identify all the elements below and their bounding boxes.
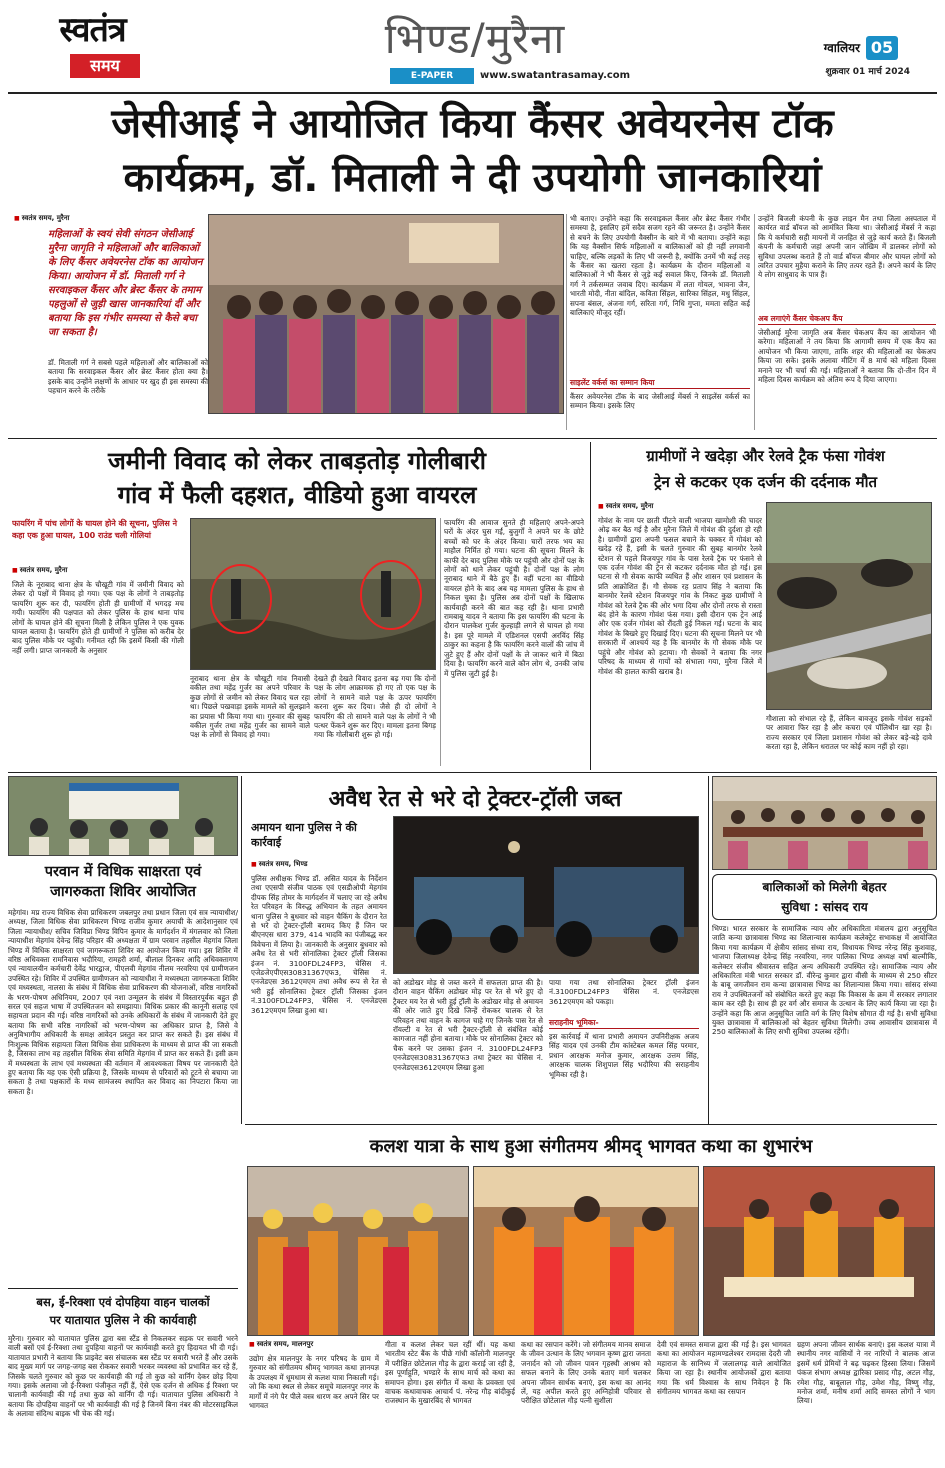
col-divider [754, 214, 755, 430]
photo-caption-2: देखते ही देखते विवाद इतना बढ़ गया कि दोनों पक्ष के लोग आक्रामक हो गए तो एक पक्ष के लोगों ने सामने वाले पक्ष के ऊपर फायरिंग करना शुरू कर दिया। जैसे ही दो लोगों ने फायरिंग की तो सामने वाले पक्ष के लोगों ने भी पत्थर फेंकने शुरू कर दिए। मामला इतना बिगड़ गया कि गोलीबारी शुरू हो गई। [314, 674, 436, 740]
body-right-2: जेसीआई मुरैना जागृति अब कैंसर चेकअप कैंप का आयोजन भी करेगा। महिलाओं ने तय किया कि आगामी समय में एक कैंप का आयोजन भी किया जाएगा, ताकि शहर की महिलाओं का चेकअप किया जा सके। इसके अलावा मीटिंग में 8 मार्च को महिला दिवस मनाने पर भी चर्चा की गई। महिलाओं ने बताया कि दो-तीन दिन में महिला दिवस कार्यक्रम को अंतिम रूप दे दिया जाएगा। [758, 328, 936, 385]
sub-headline-line-1: बस, ई-रिक्शा एवं दोपहिया वाहन चालकों [36, 1295, 210, 1309]
headline-line-2: जागरुकता शिविर आयोजित [50, 884, 196, 900]
subhead-appreciation: सराहनीय भूमिका- [549, 1018, 699, 1029]
headline-line-1: जमीनी विवाद को लेकर ताबड़तोड़ गोलीबारी [107, 447, 487, 475]
hostel-meeting-photo [712, 776, 937, 870]
body-col-2: को अडोखर मोड़ से जब्त करने में सफलता प्राप्त की है। दौरान वाहन चैकिंग अडोखर मोड़ पर रेत से भरे हुए दो ट्रैक्टर मय रेत से भरी हुई ट्रॉली के अडोखर मोड़ से अमायन की ओर जाते हुए दिखे जिन्हें रोककर चालक से रेत परिवहन तथा वाहन के कागज चाहे गए जिनके पास रेत से रॉयल्टी व रेत से भरी ट्रैक्टर-ट्रॉली से संबंधित कोई कागजात नहीं होना बताया। मौके पर सोनालिका ट्रेक्टर को चैक करने पर उसका इंजन नं. 3100FDL24FP3 एनजेडएस30831367एफ3 तथा ट्रेक्टर का चेसिस नं. एनजेडएस3612एमएम लिखा हुआ [393, 978, 543, 1072]
procession-photo-1-image [248, 1167, 469, 1336]
story-legal-camp [8, 776, 238, 1456]
headline-box [712, 874, 937, 920]
sub-body: मुरैना। गुरुवार को यातायात पुलिस द्वारा बस स्टैंड से निकलकर सड़क पर सवारी भरने वाली बसों एवं ई-रिक्शा तथा दुपहिया वाहनों पर कार्यवाही करते हुए हिदायत भी दी गई। यातायात प्रभारी ने बताया कि प्राइवेट बस संचालक बस स्टैंड पर सवारी भरते हैं और उसके बाद मुख्य मार्ग पर जगह-जगह बस रोककर सवारी भरकर व्यवस्था को प्रभावित कर रहे हैं, जिसके चलते गुरुवार को कुछ पर कार्यवाही की गई तो कुछ को वार्निंग देकर छोड़ दिया गया। इसके अलावा जो ई-रिक्शा पंजीकृत नहीं हैं, ऐसे एक दर्जन से अधिक ई रिक्शा पर चालानी कार्यवाही की गई तथा कुछ को वार्निंग दी गई। यातायात पुलिस अधिकारी ने बताया कि दोपहिया वाहनों पर भी कार्यवाही की गई है जिनमें बिना नंबर की मोटरसाइकिल के अलावा संदिग्ध बाइक भी चेक की गई। [8, 1334, 238, 1419]
section-divider [241, 776, 242, 1124]
headline-line-2: गांव में फैली दहशत, वीडियो हुआ वायरल [117, 481, 477, 509]
katha-stage-photo-image [704, 1167, 935, 1336]
byline: ■ स्वतंत्र समय, मुरैना [598, 502, 758, 511]
logo-bottom-text: समय [70, 54, 140, 78]
headline-line-1: ग्रामीणों ने खदेड़ा और रेलवे ट्रैक फंसा गोवंश [646, 447, 885, 465]
body-left: जिले के नूराबाद थाना क्षेत्र के चौखूटी गांव में जमीनी विवाद को लेकर दो पक्षों में विवाद हो गया। एक पक्ष के लोगों ने ताबड़तोड़ फायरिंग शुरू कर दी, फायरिंग होती ही ग्रामीणों में भगदड़ मच गयी। फायरिंग की पक्षपात को लेकर पुलिस के हाथ थाना पांच लोगों के घायल होने की सूचना मिली है लेकिन पुलिस ने एक युवक घायल बताया है। फायरिंग होते ही ग्रामीणों ने पुलिस को करीब देर बाद पुलिस मौके पर पहुंची। गनीमत रही कि इसमें किसी की गोली नहीं लगी। प्राप्त जानकारी के अनुसार [12, 580, 184, 655]
edition-title: भिण्ड/मुरैना [384, 14, 566, 63]
col-divider [440, 518, 441, 766]
cctv-photo-image [191, 519, 436, 670]
masthead-rule [8, 92, 937, 94]
epaper-badge: E-PAPER [390, 68, 474, 84]
photo-caption: नूराबाद थाना क्षेत्र के चौखूटी गांव निवासी वकील तथा महेंद्र गुर्जर का अपने परिवार के कुछ लोगों से जमीन को लेकर विवाद चल रहा था। पिछले पखवाड़ा इसके मामले को सुलझाने का प्रयास भी किया गया था। गुरुवार की सुबह वकील गुर्जर तथा महेंद्र गुर्जर का सामने वाले पक्ष के लोगों से विवाद हो गया। [190, 674, 310, 740]
body-mid: भी बताए। उन्होंने कहा कि सरवाइकल कैंसर और ब्रेस्ट कैंसर गंभीर समस्या है, इसलिए हमें सदैव सजग रहने की जरूरत है। उन्होंने कैंसर से बचने के लिए उपयोगी वैक्सीन के बारे में भी बताया। उन्होंने कहा कि यह वैक्सीन सिर्फ महिलाओं व बालिकाओं को ही नहीं लगवानी चाहिए, बल्कि लड़कों के लिए भी जरूरी है, क्योंकि उनमें भी कई तरह के कैंसर का खतरा रहता है। कार्यक्रम के दौरान महिलाओं व बालिकाओं ने भी कैंसर से जुड़े कई सवाल किए, जिनके डॉ. मिताली गर्ग ने तर्कसम्मत जवाब दिए। कार्यक्रम में लता गोयल, भावना जैन, भारती मोदी, नीता बांदिल, कविता सिंहल, सारिका सिंहल, मधु सिंहल, सपना बंसल, अंजना गर्ग, सरिता गर्ग, निधि गुप्ता, ममता सहित कई बालिकाएं मौजूद रहीं। [570, 214, 750, 318]
headline-line-1: परवान में विधिक साक्षरता एवं [44, 864, 202, 880]
byline: ■ स्वतंत्र समय, भिण्ड [251, 860, 387, 869]
photo-caption: गौशाला को संभाल रहे हैं, लेकिन बावजूद इसके गोवंश सड़कों पर आवारा फिर रहा है और कचरा एवं पॉलिथीन खा रहा है। राज्य सरकार एवं जिला प्रशासन गोवंश को लेकर बड़े-बड़े दावे करता रहा है, लेकिन धरातल पर कोई काम नहीं हो रहा। [766, 714, 932, 752]
story-girls-hostel [712, 776, 937, 1122]
page-number: 05 [866, 36, 898, 60]
story-cattle-train [594, 440, 937, 770]
procession-photo-2 [473, 1166, 699, 1336]
story-cancer-awareness [8, 96, 937, 436]
issue-date: शुक्रवार 01 मार्च 2024 [825, 67, 910, 77]
body: महेगांव। मप्र राज्य विधिक सेवा प्राधिकरण जबलपुर तथा प्रधान जिला एवं सत्र न्यायाधीश/अध्यक्ष, जिला विधिक सेवा प्राधिकरण भिण्ड राजीव कुमार अयाची के आदेशानुसार एवं जिला न्यायाधीश/ सचिव जिविप्रा भिण्ड विपिन कुमार के मार्गदर्शन में मंगलवार को जिला न्यायाधीश मेहगांव देवेन्द्र सिंह परिहार की अध्यक्षता में ग्राम परवान तहसील मेहगांव जिला भिण्ड में विधिक साक्षरता एवं जागरूकता शिविर का आयोजन किया गया। इस शिविर में वरिष्ठ अधिवक्ता रामनिवास भदौरिया, रामहरी शर्मा, बीलाल दिनकर आदि अधिवक्तागण एवं न्यायालयीन कर्मचारी देवेंद्र भारद्वाज, पीएलवी मेहगांव नीलम नरवरिया एवं ग्रामीणजन उपस्थित रहे। शिविर में उपस्थित ग्रामीणजन को न्यायाधीश ने मध्यस्थता जागरूकता शिविर एवं मध्यस्थता, नालसा के संबंध में विधिक सेवा प्राधिकरण की योजनाओं, वरिष्ठ नागरिकों के भरण-पोषण अधिनियम, 2007 एवं नशा उन्मूलन के संबंध में विस्तारपूर्वक बहुत ही सरल एवं सहज भाषा में उपस्थितजन को समझाया। विधिक प्रकार की कानूनी सलाह एवं सहायता प्रदान की गई। वरिष्ठ नागरिकों को उनके अधिकारों के संबंध में जानकारी देते हुए बताया कि सभी वरिष्ठ नागरिकों को भरण-पोषण का अधिकार प्राप्त है, जिसे वे अनुविभागीय अधिकारी के समक्ष आवेदन प्रस्तुत कर प्राप्त कर सकते हैं। इस संबंध में निःशुल्क विधिक सहायता जिला विधिक सेवा प्राधिकरण के माध्यम से प्राप्त की जा सकती है, जिसका लाभ वह तहसील विधिक सेवा समिति मेहगांव में प्राप्त कर सकते हैं। इसी क्रम में मध्यस्थता के लाभ एवं मध्यस्थता की वर्तमान में आवश्यकता विषय पर जानकारी देते हुए बताया कि यह एक ऐसी प्रक्रिया है, जिसके माध्यम से परिवारों को टूटने से बचाया जा सकता है तथा पक्षकारों के मध्य सामंजस्य स्थापित कर विवाद का निपटारा किया जा सकता है। [8, 908, 238, 1096]
section-rule [245, 1124, 937, 1125]
story-land-dispute [8, 440, 586, 770]
body: भिण्ड। भारत सरकार के सामाजिक न्याय और अधिकारिता मंत्रालय द्वारा अनुसूचित जाति कन्या छात्रावास भिण्ड का शिलान्यास कार्यक्रम कलेक्ट्रेट सभाकक्ष में आयोजित किया गया कार्यक्रम में क्षेत्रीय सांसद संध्या राय, विधायक भिण्ड नरेन्द्र सिंह कुशवाह, भाजपा जिलाध्यक्ष देवेन्द्र सिंह नरवरिया, नगर पालिका भिण्ड अध्यक्ष वर्षा बाल्मीकि, कलेक्टर संजीव श्रीवास्तव सहित अन्य अधिकारी उपस्थित रहे। सामाजिक न्याय और अधिकारिता मंत्री भारत सरकार डॉ. वीरेन्द्र कुमार द्वारा वीसी के माध्यम से 250 सीटर के बाबू जगजीवन राम कन्या छात्रावास भिण्ड का शिलान्यास किया गया। सांसद संध्या राय ने उपस्थितजनों को संबोधित करते हुए कहा कि विकास के क्रम में सरकार लगातार काम कर रही है। साथ ही हर वर्ग और समाज के उत्थान के लिए कार्य किया जा रहा है। उन्होंने कहा कि आज अनुसूचित जाति वर्ग के लिए विशेष सौगात दी गई है। सभी सुविधा युक्त छात्रावास में बालिकाओं को बेहतर सुविधा मिलेगी। उच्च आवासीय छात्रावास में 250 बालिकाओं के लिए सभी सुविधा उपलब्ध रहेंगी। [712, 924, 937, 1037]
body-left: डॉ. मिताली गर्ग ने सबसे पहले महिलाओं और बालिकाओं को बताया कि सरवाइकल कैंसर और ब्रेस्ट कैंसर होता क्या है। इसके बाद उन्होंने लक्षणों के आधार पर खुद ही इस समस्या की पहचान करने के तरीके [48, 358, 208, 396]
sub-headline-line-2: पर यातायात पुलिस ने की कार्यवाही [49, 1313, 197, 1327]
logo-top-text: स्वतंत्र [59, 10, 126, 50]
headline-line-2: कार्यक्रम, डॉ. मिताली ने दी उपयोगी जानकारियां [123, 155, 822, 201]
section-rule [8, 772, 937, 773]
cctv-photo [190, 518, 436, 670]
section-rule [8, 438, 937, 439]
body-col-1: उद्योग क्षेत्र मालनपुर के नगर परिषद के ग्राम में गुरुवार को संगीतमय श्रीमद् भागवत कथा ज्ञानयज्ञ के उपलक्ष्य में धूमधाम से कलश यात्रा निकाली गई। जो कि कथा स्थल से लेकर समूचे मालनपुर नगर के मार्गों में नंगे पैर पीले वस्त्र धारण कर अपने सिर पर भागवत [249, 1354, 379, 1411]
body: गोवंश के नाम पर छाती पीटने वाली भाजपा खामोशी की चादर ओढ़ कर बैठ गई है और मुरैना जिले में गोवंश की दुर्दशा हो रही है। ग्रामीणों द्वारा अपनी फसल बचाने के चक्कर में गोवंश को खदेड़ रहे हैं, इसी के चलते गुरुवार की सुबह बानमोर रेलवे स्टेशन से पहले विजयपुर गांव के पास रेलवे ट्रैक पर फंसने से एक दर्जन गोवंश की ट्रेन से कटकर दर्दनाक मौत हो गई। इस घटना से गौ सेवक काफी व्यथित हैं और शासन एवं प्रशासन के प्रति आक्रोशित हैं। गौ सेवक रह प्रताप सिंह ने बताया कि बानमोर रेलवे स्टेशन विजयपुर गांव के निकट कुछ ग्रामीणों ने गोवंश को रेलवे ट्रैक की ओर भगा दिया और दोनों तरफ से रास्ता बंद होने के कारण गोवंश फंस गया। इसी दौरान एक ट्रेन आई और एक दर्जन गोवंश को रौंदती हुई निकल गई। घटना के बाद गोवंश के बिखरे हुए दिखाई दिए। घटना की सूचना मिलने पर भी सरकारी में आश्चर्य यह है कि बानमोर के गौ सेवक मौके पर पहुंचे और गोवंश को हटाया। गौ सेवकों ने बताया कि नगर परिषद के माध्यम से गायों को संभाला गया, मुरैना जिले में गोवंश की हालत काफी खराब है। [598, 516, 762, 676]
story-bhagwat-katha [245, 1126, 937, 1460]
body-col-4: इस कार्रवाई में थाना प्रभारी अमायन उपनिरीक्षक अजय सिंह यादव एवं उनकी टीम कांस्टेबल कमल सिंह परमार, प्रधान आरक्षक मनोज कुमार, आरक्षक उत्तम सिंह, आरक्षक चालक शिशुपाल सिंह भदौरिया की सराहनीय भूमिका रही है। [549, 1032, 699, 1079]
body-col-3: पाया गया तथा सोनालिका ट्रेक्टर ट्रॉली इंजन नं.3100FDL24FP3 चेसिस नं. एनजेडएस 3612एमएम को पकड़ा। [549, 978, 699, 1006]
headline-line-1: बालिकाओं को मिलेगी बेहतर [762, 880, 887, 894]
legal-camp-photo [8, 776, 238, 856]
logo [30, 10, 155, 80]
byline: ■ स्वतंत्र समय, मुरैना [12, 566, 184, 575]
deck: अमायन थाना पुलिस ने की कार्रवाई [251, 821, 357, 849]
city-label: ग्वालियर [823, 41, 860, 55]
body-col-2: गीता व कलश लेकर चल रहीं थीं। यह कथा भारतीय स्टेट बैंक के पीछे गांधी कॉलोनी मालनपुर में परीक्षित छोटेलाल गौड़ के द्वारा कराई जा रही है, इस पूर्णाहुति, भण्डारे के साथ मार्च को कथा का समापन होगा। इस संगीत में कथा के प्रवक्ता एवं वाचक कथावाचक आचार्य पं. नरेन्द्र गौड़ बांदीकुई राजस्थान के मुखारबिंद से भागवत [385, 1340, 515, 1406]
section-divider [708, 776, 709, 1124]
procession-photo-2-image [474, 1167, 699, 1336]
masthead [0, 0, 945, 92]
byline: ■ स्वतंत्र समय, मालनपुर [249, 1340, 379, 1349]
legal-camp-photo-image [9, 777, 238, 856]
subhead-checkup-camp: अब लगाएंगे कैंसर चेकअप कैंप [758, 314, 936, 325]
headline: अवैध रेत से भरे दो ट्रेक्टर-ट्रॉली जब्त [328, 787, 622, 812]
procession-photo-1 [247, 1166, 469, 1336]
tractors-photo-image [394, 817, 699, 974]
headline-line-1: जेसीआई ने आयोजित किया कैंसर अवेयरनेस टॉक [111, 101, 834, 147]
website-url[interactable]: www.swatantrasamay.com [480, 70, 631, 81]
headline: कलश यात्रा के साथ हुआ संगीतमय श्रीमद् भागवत कथा का शुभारंभ [369, 1136, 813, 1157]
body-mid-2: कैंसर अवेयरनेस टॉक के बाद जेसीआई मेंबर्स ने साइलेंस वर्कर्स का सम्मान किया। इसके लिए [570, 392, 750, 411]
body-col-3: कथा का रसपान करेंगे। जो संगीतमय मानव समाज के जीवन उत्थान के लिए भगवान कृष्ण द्वारा जनता जनार्दन को जो जीवन पावन गृहस्थी आश्रम को सफल बनाने के लिए उनके बताए मार्ग चलकर अपना जीवन सार्थक बनाएं, इस कथा का आनंद लें, यह अपील करते हुए अग्निहोत्री परिवार से परीक्षित छोटेलाल गौड़ पत्नी सुशीला [521, 1340, 651, 1406]
subhead-silent-workers: साइलेंट वर्कर्स का सम्मान किया [570, 378, 750, 389]
deck: फायरिंग में पांच लोगों के घायल होने की सूचना, पुलिस ने कहा एक हुआ घायल, 100 राउंड चली गोलियां [12, 519, 178, 540]
body-col-4: देवी एवं समस्त समाज द्वारा की गई है। इस भागवत कथा का आयोजन महामण्डलेश्वर रामदास देदरी जी महाराज के सानिध्य में जलालगढ़ वाले आयोजित किया जा रहा है। स्थानीय आयोजकों द्वारा बताया गया कि धर्म विश्वास के साथ निवेदन है कि संगीतमय भागवत कथा का रसपान [657, 1340, 791, 1397]
headline-line-2: ट्रेन से कटकर एक दर्जन की दर्दनाक मौत [653, 473, 878, 491]
body-right: उन्होंने बिजली कंपनी के कुछ लाइन मैन तथा जिला अस्पताल में कार्यरत वार्ड बॉयज को आमंत्रित किया था। जेसीआई मेंबर्स ने कहा कि ये कर्मचारी सही मायनों में जनहित से जुड़े कार्य करते हैं। बिजली कंपनी के कर्मचारी जहां अपनी जान जोखिम में डालकर लोगों को सुविधा उपलब्ध कराते हैं तो वार्ड बॉयज बीमार और घायल लोगों को त्वरित उपचार मुहैया कराने के लिए तत्पर रहते हैं। अपने कार्य के लिए ये लोग साधुवाद के पात्र हैं। [758, 214, 936, 280]
body-col-5: ग्रहण अपना जीवन सार्थक बनाएं। इस कलश यात्रा में स्थानीय नगर वासियों ने नर नारियों ने बालक आज इसमें धर्म प्रेमियों ने बढ़ चढ़कर हिस्सा लिया। जिसमें पंकज संभाग अध्यक्ष द्वारिका प्रसाद गौड़, अटल गौड़, रमेश गौड़, बाबूलाल गौड़, उमेश गौड़, विष्णु गौड़, मनोज शर्मा, मनीष शर्मा आदि समस्त लोगों ने भाग लिया। [797, 1340, 935, 1406]
intro-deck: महिलाओं के स्वयं सेवी संगठन जेसीआई मुरैना जागृति ने महिलाओं और बालिकाओं के लिए कैंसर अवेयरनेस टॉक का आयोजन किया। आयोजन में डॉ. मिताली गर्ग ने सरवाइकल कैंसर और ब्रेस्ट कैंसर के तमाम पहलुओं से जुड़ी खास जानकारियां दीं और बताया कि इस गंभीर समस्या से कैसे बचा जा सकता है। [48, 229, 203, 338]
story-sand-tractors [245, 776, 705, 1122]
hostel-meeting-photo-image [713, 777, 937, 870]
byline: ■ स्वतंत्र समय, मुरैना [14, 214, 204, 223]
tractors-photo [393, 816, 699, 974]
col-divider [566, 214, 567, 430]
body-col-1: पुलिस अधीक्षक भिण्ड डॉ. असित यादव के निर्देशन तथा एएसपी संजीव पाठक एवं एसडीओपी मेहगांव दीपक सिंह तोमर के मार्गदर्शन में चलाए जा रहे अवैध रेत परिवहन के विरुद्ध अभियान के तहत अमायन थाना पुलिस ने बुधवार को वाहन चैकिंग के दौरान रेत से भरे दो ट्रेक्टर-ट्रॉली बरामद किए हैं जिन पर बीएनएस धारा 379, 414 भादवि का पंजीबद्ध कर विवेचना में लिया है। जानकारी के अनुसार बुधवार को अवैध रेत से भरी सोनालिका ट्रेक्टर ट्रॉली जिसका इंजन नं. 3100FDL24FP3, चेसिस नं. एजेडजेएपीएस30831367एफ3, चेसिस नं. एनजेडएस 3612एमएम तथा अवैध रूप से रेत से भरी हुई सोनालिका ट्रेक्टर ट्रॉली जिसका इंजन नं.3100FDL24FP3, चेसिस नं. एनजेडएस 3612एमएम लिखा हुआ था। [251, 874, 387, 1015]
headline-line-2: सुविधा : सांसद राय [781, 900, 868, 914]
body-right: फायरिंग की आवाज सुनते ही महिलाएं अपने-अपने घरों के अंदर घुस गईं, बुजुर्गों ने अपने घर के छोटे बच्चों को घर के अंदर किया। चारों तरफ भय का माहौल निर्मित हो गया। घटना की सूचना मिलने के काफी देर बाद पुलिस मौके पर पहुंची और दोनों पक्ष के लोगों को थाने लेकर पहुंची है। दोनों पक्ष के लोग नूराबाद थाने में बैठे हुए हैं। वहीं घटना का वीडियो वायरल होने के बाद अब यह मामला पुलिस के हाथ से निकल चुका है। पुलिस अब दोनों पक्षों के खिलाफ कार्यवाही करने की बात कह रही है। थाना प्रभारी रामबाबू यादव ने बताया कि इस फायरिंग की घटना के दौरान पालकेश गुर्जर कुल्हाड़ी लगने से घायल हो गया है। इस पूरे मामले में एडिशनल एसपी अरविंद सिंह ठाकुर का कहना है कि फायरिंग करने वालों की जांच में जुटे हुए हैं और दोनों पक्षों के ले जाकर थाने में बिठा दिया है। फायरिंग करने वाले कौन लोग थे, उनकी जांच में पुलिस जुटी हुई है। [444, 518, 584, 678]
katha-stage-photo [703, 1166, 935, 1336]
cattle-photo-image [767, 503, 932, 710]
cattle-photo [766, 502, 932, 710]
sub-rule [8, 1288, 238, 1289]
group-photo-image [209, 215, 564, 414]
section-divider [590, 442, 591, 770]
group-photo [208, 214, 564, 414]
